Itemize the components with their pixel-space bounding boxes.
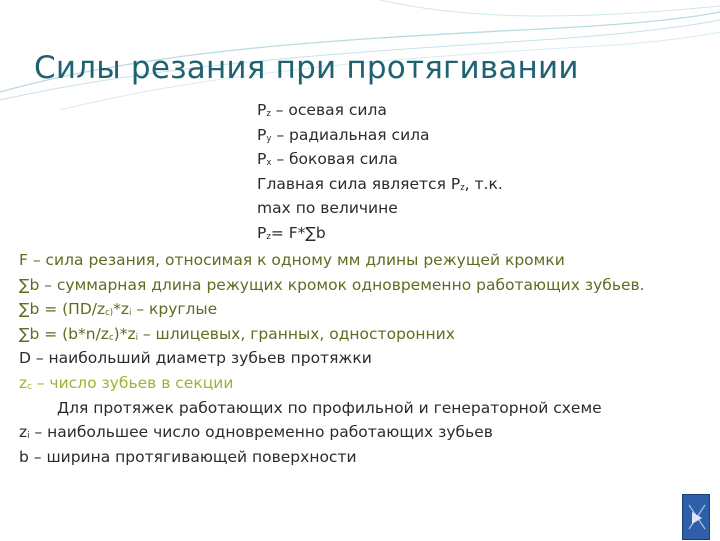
force-formula: $P_z= F*\sum b$ xyxy=(257,223,326,242)
radial-force-line: $P_y$ – радиальная сила xyxy=(257,125,430,144)
round-formula: $\sum b = (\Pi D/z_{c)}*z_i$ – круглые xyxy=(19,300,218,319)
spline-formula: $\sum b = (b*n/z_c)*z_i$ – шлицевых, гранных, односторонних xyxy=(19,324,455,343)
profile-scheme-note: Для протяжек работающих по профильной и генераторной схеме xyxy=(57,398,602,417)
forces-block xyxy=(257,98,503,245)
axial-force-line: $P_z$ – осевая сила xyxy=(257,101,387,119)
main-force-line: Главная сила является $P_z$, т.к. xyxy=(257,174,503,193)
next-slide-button[interactable] xyxy=(682,494,710,540)
cutting-force-definition: F – сила резания, относимая к одному мм длины режущей кромки xyxy=(19,251,565,269)
working-teeth-definition: $z_i$ – наибольшее число одновременно работающих зубьев xyxy=(19,423,493,442)
next-slide-icon xyxy=(683,495,711,541)
edge-length-definition: ∑b – суммарная длина режущих кромок одновременно работающих зубьев. xyxy=(19,275,645,294)
section-teeth-definition: $z_c$ – число зубьев в секции xyxy=(19,373,234,392)
max-value-line: max по величине xyxy=(257,199,398,217)
surface-width-definition: b – ширина протягивающей поверхности xyxy=(19,447,357,466)
slide-title: Силы резания при протягивании xyxy=(34,50,579,86)
definitions-block xyxy=(19,248,679,469)
diameter-definition: D – наибольший диаметр зубьев протяжки xyxy=(19,349,372,368)
lateral-force-line: $P_x$ – боковая сила xyxy=(257,150,398,168)
